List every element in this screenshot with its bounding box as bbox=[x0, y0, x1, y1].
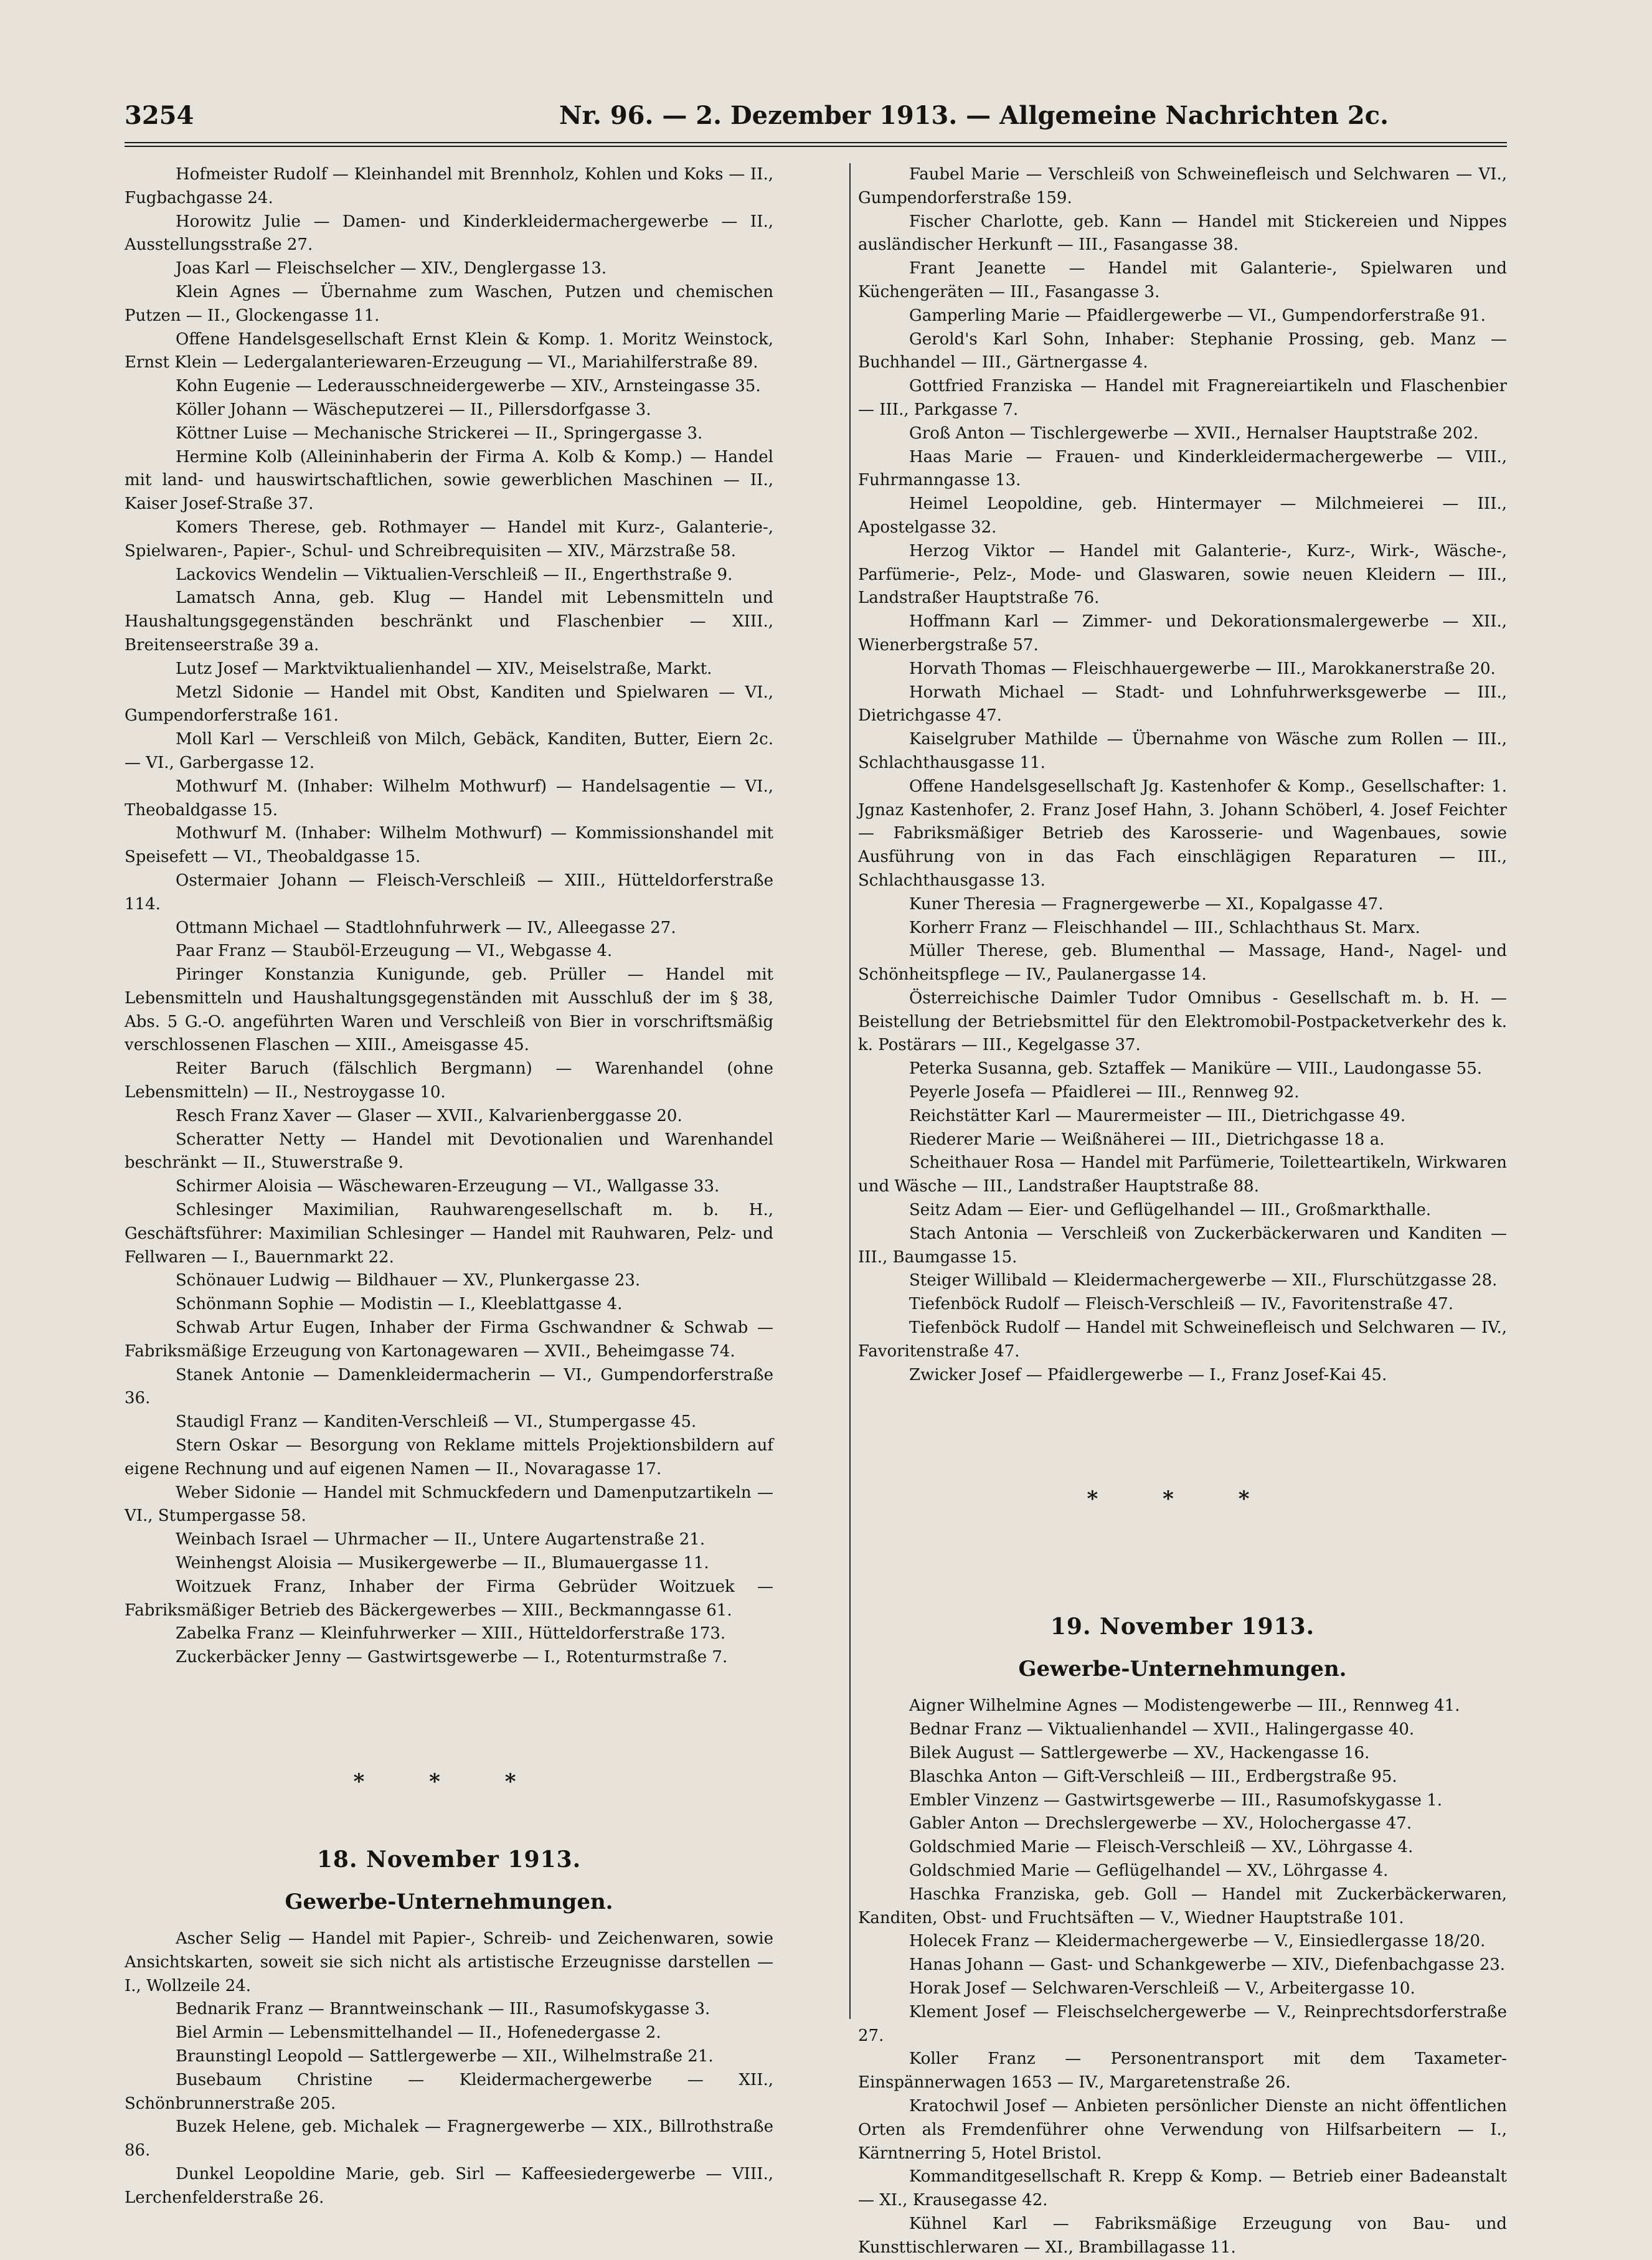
date-heading-nov-18: 18. November 1913. bbox=[316, 1846, 582, 1873]
registry-entry: Bednar Franz — Viktualienhandel — XVII., Halingergasse 40. bbox=[909, 1720, 1415, 1739]
registry-entry: Offene Handelsgesellschaft Jg. Kastenhofer & Komp., Gesellschafter: 1. Jgnaz Kastenhofer, 2. Franz Josef Hahn, 3. Johann Schöberl, 4. Josef Feichter — Fabriksmäßiger Betrieb des Karosserie- und Wagenbaues, sowie Ausführung von in das Fach einschlägigen Reparaturen — III., Schlachthausgasse 13. bbox=[858, 777, 1507, 890]
registry-entry: Zwicker Josef — Pfaidlergewerbe — I., Franz Josef-Kai 45. bbox=[909, 1365, 1387, 1384]
registry-entry: Hofmeister Rudolf — Kleinhandel mit Brennholz, Kohlen und Koks — II., Fugbachgasse 24. bbox=[125, 165, 773, 207]
registry-entry: Zabelka Franz — Kleinfuhrwerker — XIII., Hütteldorferstraße 173. bbox=[176, 1624, 726, 1643]
registry-entry: Hoffmann Karl — Zimmer- und Dekorationsmalergewerbe — XII., Wienerbergstraße 57. bbox=[858, 612, 1507, 655]
registry-entry: Buzek Helene, geb. Michalek — Fragnergewerbe — XIX., Billrothstraße 86. bbox=[125, 2117, 773, 2160]
header-rule bbox=[125, 142, 1507, 147]
registry-entry: Kommanditgesellschaft R. Krepp & Komp. — Betrieb einer Badeanstalt — XI., Krausegasse 42. bbox=[858, 2167, 1507, 2210]
registry-entry: Bilek August — Sattlergewerbe — XV., Hackengasse 16. bbox=[909, 1744, 1370, 1763]
registry-entry: Klein Agnes — Übernahme zum Waschen, Putzen und chemischen Putzen — II., Glockengasse 11. bbox=[125, 282, 773, 325]
registry-entry: Holecek Franz — Kleidermachergewerbe — V., Einsiedlergasse 18/20. bbox=[909, 1932, 1486, 1951]
registry-entry: Köttner Luise — Mechanische Strickerei — II., Springergasse 3. bbox=[176, 423, 703, 443]
entry-list-left-top bbox=[125, 163, 773, 1670]
registry-entry: Ascher Selig — Handel mit Papier-, Schreib- und Zeichenwaren, sowie Ansichtskarten, soweit sie sich nicht als artistische Erzeugnisse darstellen — I., Wollzeile 24. bbox=[125, 1929, 773, 1995]
registry-entry: Korherr Franz — Fleischhandel — III., Schlachthaus St. Marx. bbox=[909, 918, 1420, 937]
registry-entry: Dunkel Leopoldine Marie, geb. Sirl — Kaffeesiedergewerbe — VIII., Lerchenfelderstraße 26. bbox=[125, 2164, 773, 2207]
registry-entry: Tiefenböck Rudolf — Handel mit Schweinefleisch und Selchwaren — IV., Favoritenstraße 47. bbox=[858, 1318, 1507, 1361]
registry-entry: Herzog Viktor — Handel mit Galanterie-, Kurz-, Wirk-, Wäsche-, Parfümerie-, Pelz-, Mode- und Glaswaren, sowie neuen Kleidern — III., Landstraßer Hauptstraße 76. bbox=[858, 541, 1507, 608]
registry-entry: Scheratter Netty — Handel mit Devotionalien und Warenhandel beschränkt — II., Stuwerstraße 9. bbox=[125, 1130, 773, 1173]
registry-entry: Klement Josef — Fleischselchergewerbe — V., Reinprechtsdorferstraße 27. bbox=[858, 2002, 1507, 2045]
registry-entry: Kratochwil Josef — Anbieten persönlicher Dienste an nicht öffentlichen Orten als Fremdenführer ohne Verwendung von Hilfsarbeitern — I., Kärntnerring 5, Hotel Bristol. bbox=[858, 2096, 1507, 2163]
registry-entry: Paar Franz — Stauböl-Erzeugung — VI., Webgasse 4. bbox=[176, 942, 613, 961]
registry-entry: Goldschmied Marie — Fleisch-Verschleiß — XV., Löhrgasse 4. bbox=[909, 1838, 1414, 1857]
registry-entry: Offene Handelsgesellschaft Ernst Klein & Komp. 1. Moritz Weinstock, Ernst Klein — Ledergalanteriewaren-Erzeugung — VI., Mariahilferstraße 89. bbox=[125, 329, 773, 372]
registry-entry: Horwath Michael — Stadt- und Lohnfuhrwerksgewerbe — III., Dietrichgasse 47. bbox=[858, 683, 1507, 726]
left-column bbox=[125, 163, 773, 2207]
section-heading-right: Gewerbe-Unternehmungen. bbox=[1018, 1657, 1347, 1682]
entry-list-right-top bbox=[858, 163, 1507, 1387]
registry-entry: Horak Josef — Selchwaren-Verschleiß — V., Arbeitergasse 10. bbox=[909, 1979, 1415, 1998]
registry-entry: Schönmann Sophie — Modistin — I., Kleeblattgasse 4. bbox=[176, 1295, 623, 1314]
section-heading-left: Gewerbe-Unternehmungen. bbox=[285, 1889, 613, 1914]
registry-entry: Horowitz Julie — Damen- und Kinderkleidermachergewerbe — II., Ausstellungsstraße 27. bbox=[125, 212, 773, 255]
registry-entry: Schirmer Aloisia — Wäschewaren-Erzeugung — VI., Wallgasse 33. bbox=[176, 1177, 720, 1196]
registry-entry: Österreichische Daimler Tudor Omnibus - Gesellschaft m. b. H. — Beistellung der Betriebsmittel für den Elektromobil-Postpacketverkehr des k. k. Postärars — III., Kegelgasse 37. bbox=[858, 988, 1507, 1055]
registry-entry: Hermine Kolb (Alleininhaberin der Firma A. Kolb & Komp.) — Handel mit land- und hauswirtschaftlichen, sowie gewerblichen Maschinen — II., Kaiser Josef-Straße 37. bbox=[125, 447, 773, 514]
registry-entry: Metzl Sidonie — Handel mit Obst, Kanditen und Spielwaren — VI., Gumpendorferstraße 161. bbox=[125, 683, 773, 726]
registry-entry: Köller Johann — Wäscheputzerei — II., Pillersdorfgasse 3. bbox=[176, 400, 651, 419]
registry-entry: Seitz Adam — Eier- und Geflügelhandel — III., Großmarkthalle. bbox=[909, 1201, 1432, 1220]
registry-entry: Lamatsch Anna, geb. Klug — Handel mit Lebensmitteln und Haushaltungsgegenständen beschränkt und Flaschenbier — XIII., Breitenseerstraße 39 a. bbox=[125, 589, 773, 655]
date-heading-nov-19: 19. November 1913. bbox=[1050, 1614, 1315, 1640]
registry-entry: Fischer Charlotte, geb. Kann — Handel mit Stickereien und Nippes ausländischer Herkunft — III., Fasangasse 38. bbox=[858, 212, 1507, 255]
header-title: Nr. 96. — 2. Dezember 1913. — Allgemeine Nachrichten 2c. bbox=[559, 101, 1389, 130]
registry-entry: Haas Marie — Frauen- und Kinderkleidermachergewerbe — VIII., Fuhrmanngasse 13. bbox=[858, 447, 1507, 490]
registry-entry: Heimel Leopoldine, geb. Hintermayer — Milchmeierei — III., Apostelgasse 32. bbox=[858, 494, 1507, 537]
registry-entry: Blaschka Anton — Gift-Verschleiß — III., Erdbergstraße 95. bbox=[909, 1767, 1397, 1786]
registry-entry: Braunstingl Leopold — Sattlergewerbe — XII., Wilhelmstraße 21. bbox=[176, 2046, 714, 2066]
registry-entry: Woitzuek Franz, Inhaber der Firma Gebrüder Woitzuek — Fabriksmäßiger Betrieb des Bäckergewerbes — XIII., Beckmanngasse 61. bbox=[125, 1577, 773, 1620]
registry-entry: Stach Antonia — Verschleiß von Zuckerbäckerwaren und Kanditen — III., Baumgasse 15. bbox=[858, 1224, 1507, 1267]
registry-entry: Gamperling Marie — Pfaidlergewerbe — VI., Gumpendorferstraße 91. bbox=[909, 306, 1486, 325]
registry-entry: Piringer Konstanzia Kunigunde, geb. Prüller — Handel mit Lebensmitteln und Haushaltungsgegenständen mit Ausschluß der im § 38, Abs. 5 G.-O. angeführten Waren und Verschleiß von Bier in vorschriftsmäßig verschlossenen Flaschen — XIII., Ameisgasse 45. bbox=[125, 965, 773, 1055]
registry-entry: Ostermaier Johann — Fleisch-Verschleiß — XIII., Hütteldorferstraße 114. bbox=[125, 871, 773, 914]
registry-entry: Gabler Anton — Drechslergewerbe — XV., Holochergasse 47. bbox=[909, 1814, 1412, 1833]
registry-entry: Komers Therese, geb. Rothmayer — Handel mit Kurz-, Galanterie-, Spielwaren-, Papier-, Schul- und Schreibrequisiten — XIV., Märzstraße 58. bbox=[125, 518, 773, 560]
registry-entry: Joas Karl — Fleischselcher — XIV., Denglergasse 13. bbox=[176, 259, 607, 278]
separator-stars-right: * * * bbox=[1087, 1487, 1278, 1512]
page-header bbox=[125, 95, 1507, 137]
registry-entry: Peterka Susanna, geb. Sztaffek — Maniküre — VIII., Laudongasse 55. bbox=[909, 1059, 1483, 1079]
registry-entry: Haschka Franziska, geb. Goll — Handel mit Zuckerbäckerwaren, Kanditen, Obst- und Fruchtsäften — V., Wiedner Hauptstraße 101. bbox=[858, 1884, 1507, 1927]
registry-entry: Peyerle Josefa — Pfaidlerei — III., Rennweg 92. bbox=[909, 1083, 1300, 1102]
registry-entry: Biel Armin — Lebensmittelhandel — II., Hofenedergasse 2. bbox=[176, 2023, 661, 2043]
registry-entry: Bednarik Franz — Branntweinschank — III., Rasumofskygasse 3. bbox=[176, 2000, 710, 2019]
registry-entry: Gerold's Karl Sohn, Inhaber: Stephanie Prossing, geb. Manz — Buchhandel — III., Gärtnergasse 4. bbox=[858, 329, 1507, 372]
registry-entry: Gottfried Franziska — Handel mit Fragnereiartikeln und Flaschenbier — III., Parkgasse 7. bbox=[858, 377, 1507, 419]
registry-entry: Scheithauer Rosa — Handel mit Parfümerie, Toiletteartikeln, Wirkwaren und Wäsche — III., Landstraßer Hauptstraße 88. bbox=[858, 1153, 1507, 1196]
registry-entry: Schönauer Ludwig — Bildhauer — XV., Plunkergasse 23. bbox=[176, 1271, 641, 1290]
registry-entry: Goldschmied Marie — Geflügelhandel — XV., Löhrgasse 4. bbox=[909, 1861, 1389, 1881]
registry-entry: Lutz Josef — Marktviktualienhandel — XIV., Meiselstraße, Markt. bbox=[176, 659, 712, 678]
registry-entry: Koller Franz — Personentransport mit dem Taxameter-Einspännerwagen 1653 — IV., Margaretenstraße 26. bbox=[858, 2050, 1507, 2092]
registry-entry: Mothwurf M. (Inhaber: Wilhelm Mothwurf) — Handelsagentie — VI., Theobaldgasse 15. bbox=[125, 777, 773, 820]
right-column bbox=[858, 163, 1507, 2257]
separator-stars-left: * * * bbox=[353, 1769, 545, 1794]
registry-entry: Resch Franz Xaver — Glaser — XVII., Kalvarienberggasse 20. bbox=[176, 1106, 682, 1125]
registry-entry: Stern Oskar — Besorgung von Reklame mittels Projektionsbildern auf eigene Rechnung und auf eigenen Namen — II., Novaragasse 17. bbox=[125, 1436, 773, 1478]
registry-entry: Schlesinger Maximilian, Rauhwarengesellschaft m. b. H., Geschäftsführer: Maximilian Schlesinger — Handel mit Rauhwaren, Pelz- und Fellwaren — I., Bauernmarkt 22. bbox=[125, 1201, 773, 1267]
registry-entry: Tiefenböck Rudolf — Fleisch-Verschleiß — IV., Favoritenstraße 47. bbox=[909, 1295, 1453, 1314]
registry-entry: Horvath Thomas — Fleischhauergewerbe — III., Marokkanerstraße 20. bbox=[909, 659, 1496, 678]
registry-entry: Hanas Johann — Gast- und Schankgewerbe — XIV., Diefenbachgasse 23. bbox=[909, 1955, 1506, 1975]
registry-entry: Moll Karl — Verschleiß von Milch, Gebäck, Kanditen, Butter, Eiern 2c. — VI., Garbergasse 12. bbox=[125, 730, 773, 772]
registry-entry: Busebaum Christine — Kleidermachergewerbe — XII., Schönbrunnerstraße 205. bbox=[125, 2070, 773, 2113]
registry-entry: Müller Therese, geb. Blumenthal — Massage, Hand-, Nagel- und Schönheitspflege — IV., Paulanergasse 14. bbox=[858, 942, 1507, 985]
page-number: 3254 bbox=[125, 101, 194, 130]
registry-entry: Stanek Antonie — Damenkleidermacherin — VI., Gumpendorferstraße 36. bbox=[125, 1365, 773, 1408]
registry-entry: Weinbach Israel — Uhrmacher — II., Untere Augartenstraße 21. bbox=[176, 1530, 706, 1549]
registry-entry: Zuckerbäcker Jenny — Gastwirtsgewerbe — I., Rotenturmstraße 7. bbox=[176, 1648, 728, 1667]
entry-list-left-bottom bbox=[125, 1927, 773, 2210]
registry-entry: Kohn Eugenie — Lederausschneidergewerbe — XIV., Arnsteingasse 35. bbox=[176, 377, 761, 396]
registry-entry: Reichstätter Karl — Maurermeister — III., Dietrichgasse 49. bbox=[909, 1106, 1406, 1125]
registry-entry: Kuner Theresia — Fragnergewerbe — XI., Kopalgasse 47. bbox=[909, 894, 1384, 914]
registry-entry: Ottmann Michael — Stadtlohnfuhrwerk — IV., Alleegasse 27. bbox=[176, 918, 676, 937]
registry-entry: Reiter Baruch (fälschlich Bergmann) — Warenhandel (ohne Lebensmitteln) — II., Nestroygasse 10. bbox=[125, 1059, 773, 1102]
column-divider bbox=[849, 163, 851, 2019]
registry-entry: Aigner Wilhelmine Agnes — Modistengewerbe — III., Rennweg 41. bbox=[909, 1696, 1460, 1716]
registry-entry: Lackovics Wendelin — Viktualien-Verschleiß — II., Engerthstraße 9. bbox=[176, 565, 733, 584]
registry-entry: Weber Sidonie — Handel mit Schmuckfedern und Damenputzartikeln — VI., Stumpergasse 58. bbox=[125, 1483, 773, 1526]
registry-entry: Mothwurf M. (Inhaber: Wilhelm Mothwurf) — Kommissionshandel mit Speisefett — VI., Theobaldgasse 15. bbox=[125, 824, 773, 867]
registry-entry: Schwab Artur Eugen, Inhaber der Firma Gschwandner & Schwab — Fabriksmäßige Erzeugung von Kartonagewaren — XVII., Beheimgasse 74. bbox=[125, 1318, 773, 1361]
registry-entry: Riederer Marie — Weißnäherei — III., Dietrichgasse 18 a. bbox=[909, 1130, 1385, 1149]
registry-entry: Kaiselgruber Mathilde — Übernahme von Wäsche zum Rollen — III., Schlachthausgasse 11. bbox=[858, 730, 1507, 772]
registry-entry: Groß Anton — Tischlergewerbe — XVII., Hernalser Hauptstraße 202. bbox=[909, 423, 1479, 443]
registry-entry: Frant Jeanette — Handel mit Galanterie-, Spielwaren und Küchengeräten — III., Fasangasse 3. bbox=[858, 259, 1507, 301]
registry-entry: Kühnel Karl — Fabriksmäßige Erzeugung von Bau- und Kunsttischlerwaren — XI., Brambillagasse 11. bbox=[858, 2214, 1507, 2257]
registry-entry: Faubel Marie — Verschleiß von Schweinefleisch und Selchwaren — VI., Gumpendorferstraße 159. bbox=[858, 165, 1507, 207]
registry-entry: Staudigl Franz — Kanditen-Verschleiß — VI., Stumpergasse 45. bbox=[176, 1412, 697, 1432]
registry-entry: Steiger Willibald — Kleidermachergewerbe — XII., Flurschützgasse 28. bbox=[909, 1271, 1498, 1290]
entry-list-right-bottom bbox=[858, 1695, 1507, 2259]
registry-entry: Weinhengst Aloisia — Musikergewerbe — II., Blumauergasse 11. bbox=[176, 1554, 709, 1573]
registry-entry: Embler Vinzenz — Gastwirtsgewerbe — III., Rasumofskygasse 1. bbox=[909, 1790, 1442, 1810]
